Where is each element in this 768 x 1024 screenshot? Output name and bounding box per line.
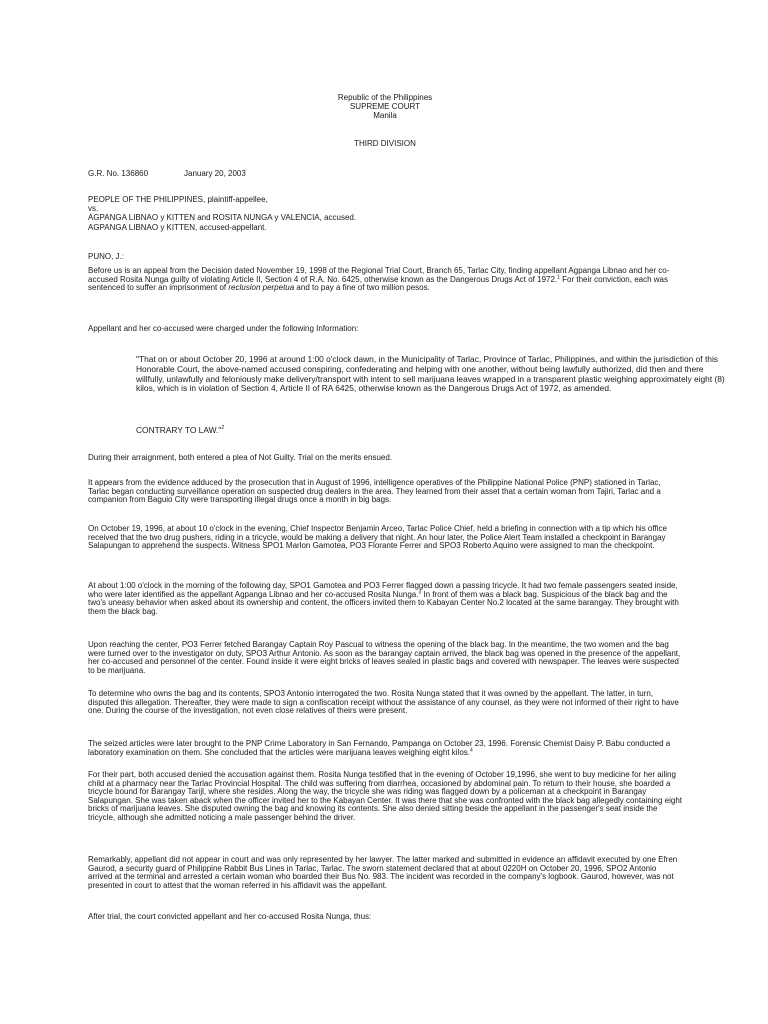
republic-line: Republic of the Philippines <box>337 93 433 102</box>
paragraph-11: Remarkably, appellant did not appear in court and was only represented by her lawyer. The latter marked and submitted in evidence an affidavit executed by one Efren Gaurod, a security guard of Philippine Rabbit Bus Lines in Tarlac, Tarlac. The sworn statement declared that at about 0220H on October 20, 1996, SPO2 Antonio arrived at the terminal and arrested a certain woman who boarded their Bus No. 983. The incident was recorded in the company's logbook. Gaurod, however, was not presented in court to attest that the woman referred in his affidavit was the appellant. <box>88 855 678 890</box>
paragraph-1-text-c: and to pay a fine of two million pesos. <box>294 283 430 293</box>
court-name: SUPREME COURT <box>349 102 421 111</box>
case-parties <box>88 195 682 232</box>
case-number-line <box>88 170 682 179</box>
paragraph-8: To determine who owns the bag and its contents, SPO3 Antonio interrogated the two. Rosita Nunga stated that it was owned by the appellant. The latter, in turn, disputed this allegation. Thereafter, they were made to sign a confiscation receipt without the assistance of any counsel, as they were not informed of their right to have one. During the course of the investigation, not even close relatives of theirs were present. <box>88 689 679 716</box>
ponente: PUNO, J.: <box>88 252 125 261</box>
versus-line: vs. <box>88 204 99 214</box>
paragraph-1-text: Before us is an appeal from the Decision dated November 19, 1998 of the Regional Trial Court, Branch 65, Tarlac City, finding appellant Agpanga Libnao and her co-accused Rosita Nunga guilty of violating Article II, Section 4 of R.A. No. 6425, otherwise known as the Dangerous Drugs Act of 1972. <box>88 266 670 284</box>
information-quote: "That on or about October 20, 1996 at around 1:00 o'clock dawn, in the Municipality of Tarlac, Province of Tarlac, Philippines, and within the jurisdiction of this Honorable Court, the above-named accused conspiring, confederating and helping with one another, without being lawfully authorized, did then and there willfully, unlawfully and feloniously make delivery/transport with intent to sell marijuana leaves wrapped in a transparent plastic weighing approximately eight (8) kilos, which is in violation of Section 4, Article II of RA 6425, otherwise known as the Dangerous Drugs Act of 1972, as amended. <box>136 354 725 394</box>
paragraph-6 <box>88 582 682 616</box>
paragraph-7: Upon reaching the center, PO3 Ferrer fetched Barangay Captain Roy Pascual to witness the opening of the black bag. In the meantime, the two women and the bag were turned over to the investigator on duty, SPO3 Arthur Antonio. As soon as the barangay captain arrived, the black bag was opened in the presence of the appellant, her co-accused and personnel of the center. Found inside it were eight bricks of leaves sealed in plastic bags and covered with newspaper. The leaves were suspected to be marijuana. <box>88 640 681 675</box>
paragraph-1-text-b: For their conviction, each was sentenced to suffer an imprisonment of <box>88 274 668 293</box>
appellant-line: AGPANGA LIBNAO y KITTEN, accused-appellant. <box>88 222 267 232</box>
footnote-ref-4[interactable]: 4 <box>470 746 473 753</box>
paragraph-9-text: The seized articles were later brought to the PNP Crime Laboratory in San Fernando, Pampanga on October 23, 1996. Forensic Chemist Daisy P. Babu conducted a laboratory examination on them. She concluded that the articles were marijuana leaves weighing eight kilos. <box>88 739 671 757</box>
paragraph-2: Appellant and her co-accused were charged under the following Information: <box>88 324 359 333</box>
decision-date: January 20, 2003 <box>184 169 246 178</box>
footnote-ref-2[interactable]: 2 <box>221 425 225 432</box>
contrary-to-law-text: CONTRARY TO LAW." <box>136 425 222 435</box>
plaintiff-line: PEOPLE OF THE PHILIPPINES, plaintiff-appellee, <box>88 195 268 204</box>
accused-line: AGPANGA LIBNAO y KITTEN and ROSITA NUNGA y VALENCIA, accused. <box>88 213 357 223</box>
footnote-ref-3[interactable]: 3 <box>418 588 422 595</box>
paragraph-9 <box>88 740 682 757</box>
paragraph-6-text: At about 1:00 o'clock in the morning of the following day, SPO1 Gamotea and PO3 Ferrer flagged down a passing tricycle. It had two female passengers seated inside, who were later identified as the appellant Agpanga Libnao and her co-accused Rosita Nunga. <box>88 581 678 599</box>
paragraph-1 <box>88 267 682 293</box>
paragraph-6-text-b: In front of them was a black bag. Suspicious of the black bag and the two's uneasy behavior when asked about its ownership and content, the officers invited them to Kabayan Center No.2 located at the same barangay. They brought with them the black bag. <box>88 589 679 616</box>
paragraph-5: On October 19, 1996, at about 10 o'clock in the evening, Chief Inspector Benjamin Arceo, Tarlac Police Chief, held a briefing in connection with a tip which his office received that the two drug pushers, riding in a tricycle, would be making a delivery that night. An hour later, the Police Alert Team installed a checkpoint in Barangay Salapungan to apprehend the suspects. Witness SPO1 Marlon Gamotea, PO3 Florante Ferrer and SPO3 Roberto Aquino were assigned to man the checkpoint. <box>88 524 667 551</box>
division-title: THIRD DIVISION <box>354 139 416 148</box>
court-header <box>88 93 682 120</box>
paragraph-12: After trial, the court convicted appellant and her co-accused Rosita Nunga, thus: <box>88 912 372 921</box>
city-line: Manila <box>373 111 397 120</box>
paragraph-1-italic: reclusion perpetua <box>228 283 295 293</box>
paragraph-10: For their part, both accused denied the accusation against them. Rosita Nunga testified that in the evening of October 19,1996, she went to buy medicine for her ailing child at a pharmacy near the Tarlac Provincial Hospital. The child was suffering from diarrhea, occasioned by abdominal pain. To return to their house, she boarded a tricycle bound for Barangay Tarijl, where she resides. Along the way, the tricycle she was riding was flagged down by a policeman at a checkpoint in Barangay Salapungan. She was taken aback when the officer invited her to the Kabayan Center. It was there that she was confronted with the black bag allegedly containing eight bricks of marijuana leaves. She disputed owning the bag and knowing its contents. She also denied sitting beside the appellant in the passenger's seat inside the tricycle, although she admitted noticing a male passenger behind the driver. <box>88 770 683 822</box>
paragraph-4: It appears from the evidence adduced by the prosecution that in August of 1996, intelligence operatives of the Philippine National Police (PNP) stationed in Tarlac, Tarlac began conducting surveillance operation on suspected drug dealers in the area. They learned from their asset that a certain woman from Tajiri, Tarlac and a companion from Baguio City were transporting illegal drugs once a month in big bags. <box>88 478 661 505</box>
contrary-to-law <box>88 426 738 436</box>
gr-number: G.R. No. 136860 <box>88 169 149 178</box>
paragraph-3: During their arraignment, both entered a plea of Not Guilty. Trial on the merits ensued. <box>88 453 393 462</box>
footnote-ref-1[interactable]: 1 <box>557 273 560 280</box>
